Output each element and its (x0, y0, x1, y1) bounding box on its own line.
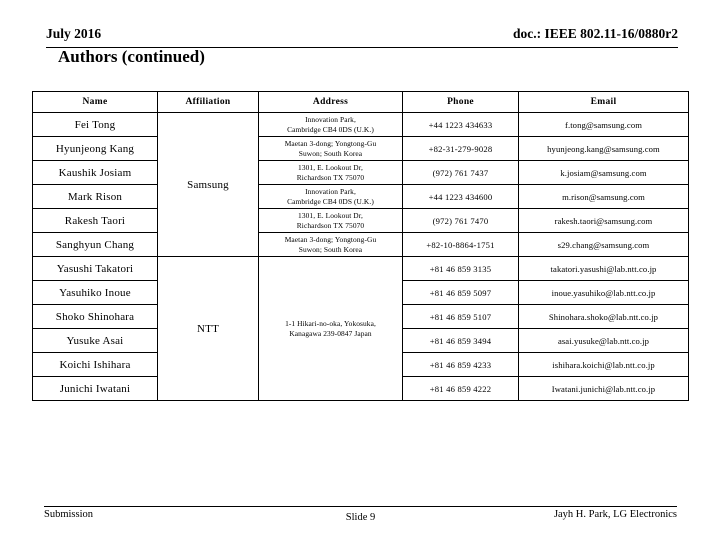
footer-slide-number: Slide 9 (345, 512, 376, 523)
cell-email: inoue.yasuhiko@lab.ntt.co.jp (519, 281, 689, 305)
address-line-2: Suwon; South Korea (298, 148, 363, 158)
cell-name: Yusuke Asai (33, 329, 158, 353)
cell-phone: +44 1223 434600 (403, 185, 519, 209)
authors-table-container (32, 91, 688, 401)
address-line-2: Kanagawa 239-0847 Japan (289, 328, 372, 338)
cell-phone: +81 46 859 3135 (403, 257, 519, 281)
cell-name: Sanghyun Chang (33, 233, 158, 257)
cell-phone: +81 46 859 4222 (403, 377, 519, 401)
page-title: Authors (continued) (58, 47, 205, 66)
address-line-1: 1301, E. Lookout Dr, (298, 162, 363, 172)
cell-name: Junichi Iwatani (33, 377, 158, 401)
cell-email: f.tong@samsung.com (519, 113, 689, 137)
address-line-1: Maetan 3-dong; Yongtong-Gu (284, 138, 377, 148)
cell-name: Yasushi Takatori (33, 257, 158, 281)
address-line-2: Cambridge CB4 0DS (U.K.) (287, 196, 374, 206)
cell-name: Kaushik Josiam (33, 161, 158, 185)
table-row (33, 137, 689, 161)
cell-phone: +81 46 859 3494 (403, 329, 519, 353)
cell-name: Shoko Shinohara (33, 305, 158, 329)
address-line-2: Suwon; South Korea (298, 244, 363, 254)
slide-footer (44, 509, 677, 527)
cell-address (259, 137, 403, 161)
cell-email: rakesh.taori@samsung.com (519, 209, 689, 233)
cell-email: asai.yusuke@lab.ntt.co.jp (519, 329, 689, 353)
header-document-number: doc.: IEEE 802.11-16/0880r2 (512, 26, 678, 41)
cell-name: Yasuhiko Inoue (33, 281, 158, 305)
cell-email: hyunjeong.kang@samsung.com (519, 137, 689, 161)
cell-address (259, 185, 403, 209)
address-line-1: 1301, E. Lookout Dr, (298, 210, 363, 220)
address-line-1: 1-1 Hikari-no-oka, Yokosuka, (285, 318, 376, 328)
cell-phone: (972) 761 7470 (403, 209, 519, 233)
footer-author-credit: Jayh H. Park, LG Electronics (553, 509, 677, 520)
footer-submission-label: Submission (44, 509, 94, 520)
cell-phone: +82-31-279-9028 (403, 137, 519, 161)
address-line-2: Richardson TX 75070 (296, 172, 365, 182)
table-row (33, 233, 689, 257)
address-line-1: Maetan 3-dong; Yongtong-Gu (284, 234, 377, 244)
cell-address (259, 233, 403, 257)
table-row (33, 209, 689, 233)
column-header-phone: Phone (403, 92, 519, 113)
cell-phone: +81 46 859 5107 (403, 305, 519, 329)
column-header-affiliation: Affiliation (158, 92, 259, 113)
cell-address (259, 257, 403, 401)
cell-email: ishihara.koichi@lab.ntt.co.jp (519, 353, 689, 377)
cell-name: Rakesh Taori (33, 209, 158, 233)
cell-email: takatori.yasushi@lab.ntt.co.jp (519, 257, 689, 281)
column-header-address: Address (259, 92, 403, 113)
cell-address (259, 161, 403, 185)
cell-address (259, 113, 403, 137)
cell-phone: +81 46 859 4233 (403, 353, 519, 377)
column-header-email: Email (519, 92, 689, 113)
cell-phone: +82-10-8864-1751 (403, 233, 519, 257)
address-line-1: Innovation Park, (305, 114, 356, 124)
cell-email: Iwatani.junichi@lab.ntt.co.jp (519, 377, 689, 401)
footer-divider (44, 506, 677, 507)
column-header-name: Name (33, 92, 158, 113)
cell-name: Hyunjeong Kang (33, 137, 158, 161)
cell-phone: +81 46 859 5097 (403, 281, 519, 305)
cell-phone: +44 1223 434633 (403, 113, 519, 137)
table-header (33, 92, 689, 113)
table-row (33, 185, 689, 209)
cell-name: Fei Tong (33, 113, 158, 137)
table-row (33, 161, 689, 185)
authors-table (32, 91, 689, 401)
cell-name: Koichi Ishihara (33, 353, 158, 377)
table-row (33, 257, 689, 281)
cell-email: s29.chang@samsung.com (519, 233, 689, 257)
cell-email: Shinohara.shoko@lab.ntt.co.jp (519, 305, 689, 329)
table-row (33, 113, 689, 137)
address-line-2: Richardson TX 75070 (296, 220, 365, 230)
cell-affiliation: NTT (158, 257, 259, 401)
cell-email: k.josiam@samsung.com (519, 161, 689, 185)
cell-email: m.rison@samsung.com (519, 185, 689, 209)
cell-name: Mark Rison (33, 185, 158, 209)
cell-address (259, 209, 403, 233)
table-body (33, 113, 689, 401)
address-line-2: Cambridge CB4 0DS (U.K.) (287, 124, 374, 134)
cell-phone: (972) 761 7437 (403, 161, 519, 185)
cell-affiliation: Samsung (158, 113, 259, 257)
address-line-1: Innovation Park, (305, 186, 356, 196)
table-header-row (33, 92, 689, 113)
header-date: July 2016 (46, 26, 102, 41)
